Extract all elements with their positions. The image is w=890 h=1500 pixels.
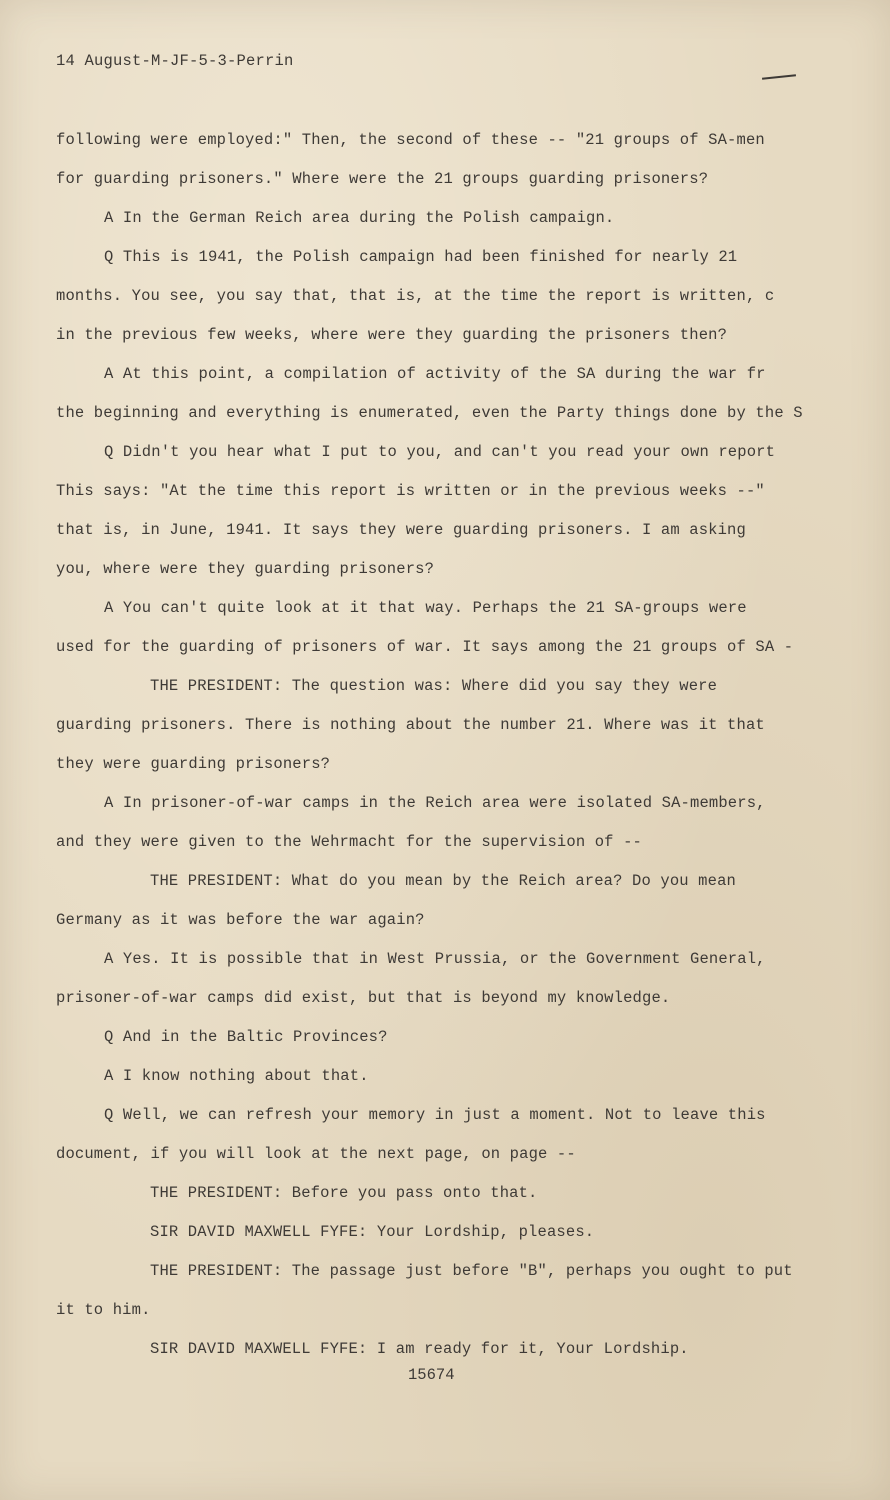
transcript-line: Q And in the Baltic Provinces? — [104, 1028, 388, 1046]
page-number: 15674 — [408, 1366, 455, 1384]
transcript-line: the beginning and everything is enumerated, even the Party things done by the S — [56, 404, 803, 422]
transcript-line: Q This is 1941, the Polish campaign had been finished for nearly 21 — [104, 248, 738, 266]
transcript-line: document, if you will look at the next page, on page -- — [56, 1145, 576, 1163]
transcript-line: THE PRESIDENT: What do you mean by the Reich area? Do you mean — [150, 872, 736, 890]
pen-mark — [762, 74, 796, 80]
transcript-line: A Yes. It is possible that in West Prussia, or the Government General, — [104, 950, 766, 968]
transcript-line: A In prisoner-of-war camps in the Reich area were isolated SA-members, — [104, 794, 766, 812]
page-header-reference: 14 August-M-JF-5-3-Perrin — [56, 52, 294, 70]
transcript-line: A At this point, a compilation of activity of the SA during the war fr — [104, 365, 766, 383]
transcript-line: Q Didn't you hear what I put to you, and can't you read your own report — [104, 443, 776, 461]
transcript-line: This says: "At the time this report is written or in the previous weeks --" — [56, 482, 765, 500]
transcript-line: in the previous few weeks, where were they guarding the prisoners then? — [56, 326, 728, 344]
transcript-line: prisoner-of-war camps did exist, but that is beyond my knowledge. — [56, 989, 671, 1007]
transcript-line: SIR DAVID MAXWELL FYFE: I am ready for it, Your Lordship. — [150, 1340, 689, 1358]
transcript-line: and they were given to the Wehrmacht for the supervision of -- — [56, 833, 642, 851]
transcript-line: used for the guarding of prisoners of war. It says among the 21 groups of SA - — [56, 638, 794, 656]
transcript-line: THE PRESIDENT: Before you pass onto that. — [150, 1184, 538, 1202]
transcript-line: they were guarding prisoners? — [56, 755, 331, 773]
transcript-line: Q Well, we can refresh your memory in just a moment. Not to leave this — [104, 1106, 766, 1124]
transcript-line: A In the German Reich area during the Polish campaign. — [104, 209, 615, 227]
transcript-line: A You can't quite look at it that way. Perhaps the 21 SA-groups were — [104, 599, 747, 617]
transcript-line: SIR DAVID MAXWELL FYFE: Your Lordship, pleases. — [150, 1223, 595, 1241]
transcript-line: guarding prisoners. There is nothing about the number 21. Where was it that — [56, 716, 765, 734]
transcript-line: Germany as it was before the war again? — [56, 911, 425, 929]
transcript-line: A I know nothing about that. — [104, 1067, 369, 1085]
transcript-line: it to him. — [56, 1301, 151, 1319]
transcript-line: months. You see, you say that, that is, at the time the report is written, c — [56, 287, 775, 305]
transcript-line: THE PRESIDENT: The question was: Where did you say they were — [150, 677, 718, 695]
transcript-line: that is, in June, 1941. It says they were guarding prisoners. I am asking — [56, 521, 746, 539]
transcript-line: following were employed:" Then, the second of these -- "21 groups of SA-men — [56, 131, 765, 149]
transcript-line: for guarding prisoners." Where were the 21 groups guarding prisoners? — [56, 170, 709, 188]
transcript-line: THE PRESIDENT: The passage just before "B", perhaps you ought to put — [150, 1262, 793, 1280]
transcript-line: you, where were they guarding prisoners? — [56, 560, 435, 578]
